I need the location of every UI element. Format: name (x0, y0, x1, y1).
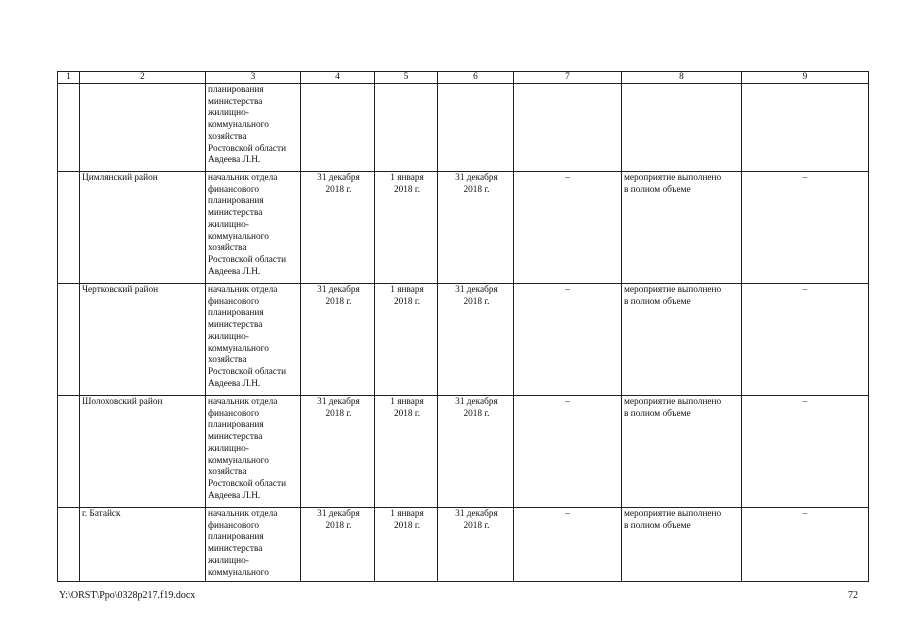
district-cell: Цимлянский район (80, 172, 206, 284)
responsible-cell: начальник отдела финансового планирования министерства жилищно- коммунального хозяйства Ростовской области Авдеева Л.Н. (206, 172, 301, 284)
table-row-continued (58, 84, 869, 172)
table-row (58, 396, 869, 508)
cell-empty (80, 84, 206, 172)
cell-empty (375, 84, 438, 172)
column-header-4: 4 (301, 72, 375, 84)
plan-end-cell: 31 декабря 2018 г. (301, 508, 375, 582)
column-header-3: 3 (206, 72, 301, 84)
result-cell: мероприятие выполнено в полном объеме (622, 508, 742, 582)
fact-start-cell: 1 января 2018 г. (375, 508, 438, 582)
cell-empty (514, 84, 622, 172)
column-header-9: 9 (742, 72, 869, 84)
result-cell: мероприятие выполнено в полном объеме (622, 172, 742, 284)
plan-end-cell: 31 декабря 2018 г. (301, 284, 375, 396)
col7-cell: – (514, 284, 622, 396)
plan-end-cell: 31 декабря 2018 г. (301, 172, 375, 284)
fact-start-cell: 1 января 2018 г. (375, 284, 438, 396)
col7-cell: – (514, 172, 622, 284)
fact-end-cell: 31 декабря 2018 г. (438, 284, 514, 396)
cell-empty (58, 84, 80, 172)
column-header-6: 6 (438, 72, 514, 84)
cell-empty (438, 84, 514, 172)
table-row (58, 172, 869, 284)
responsible-cell: начальник отдела финансового планирования министерства жилищно- коммунального хозяйства Ростовской области Авдеева Л.Н. (206, 396, 301, 508)
col7-cell: – (514, 508, 622, 582)
cell-empty (301, 84, 375, 172)
column-header-8: 8 (622, 72, 742, 84)
plan-end-cell: 31 декабря 2018 г. (301, 396, 375, 508)
cell-empty (58, 284, 80, 396)
col9-cell: – (742, 508, 869, 582)
fact-start-cell: 1 января 2018 г. (375, 396, 438, 508)
district-cell: г. Батайск (80, 508, 206, 582)
fact-start-cell: 1 января 2018 г. (375, 172, 438, 284)
column-header-1: 1 (58, 72, 80, 84)
fact-end-cell: 31 декабря 2018 г. (438, 508, 514, 582)
cell-empty (622, 84, 742, 172)
col9-cell: – (742, 172, 869, 284)
file-path-footer: Y:\ORST\Ppo\0328p217.f19.docx (59, 590, 196, 601)
result-cell: мероприятие выполнено в полном объеме (622, 284, 742, 396)
table-row (58, 284, 869, 396)
district-cell: Чертковский район (80, 284, 206, 396)
district-cell: Шолоховский район (80, 396, 206, 508)
column-number-row (58, 72, 869, 84)
cell-empty (58, 396, 80, 508)
column-header-2: 2 (80, 72, 206, 84)
responsible-cell: планирования министерства жилищно- коммунального хозяйства Ростовской области Авдеева Л.Н. (206, 84, 301, 172)
column-header-7: 7 (514, 72, 622, 84)
col9-cell: – (742, 284, 869, 396)
report-table-container (57, 71, 868, 582)
column-header-5: 5 (375, 72, 438, 84)
fact-end-cell: 31 декабря 2018 г. (438, 396, 514, 508)
fact-end-cell: 31 декабря 2018 г. (438, 172, 514, 284)
page-number: 72 (848, 590, 858, 601)
cell-empty (742, 84, 869, 172)
result-cell: мероприятие выполнено в полном объеме (622, 396, 742, 508)
responsible-cell: начальник отдела финансового планирования министерства жилищно- коммунального хозяйства Ростовской области Авдеева Л.Н. (206, 284, 301, 396)
report-table (57, 71, 869, 582)
cell-empty (58, 172, 80, 284)
col9-cell: – (742, 396, 869, 508)
col7-cell: – (514, 396, 622, 508)
table-row (58, 508, 869, 582)
cell-empty (58, 508, 80, 582)
responsible-cell: начальник отдела финансового планирования министерства жилищно- коммунального (206, 508, 301, 582)
